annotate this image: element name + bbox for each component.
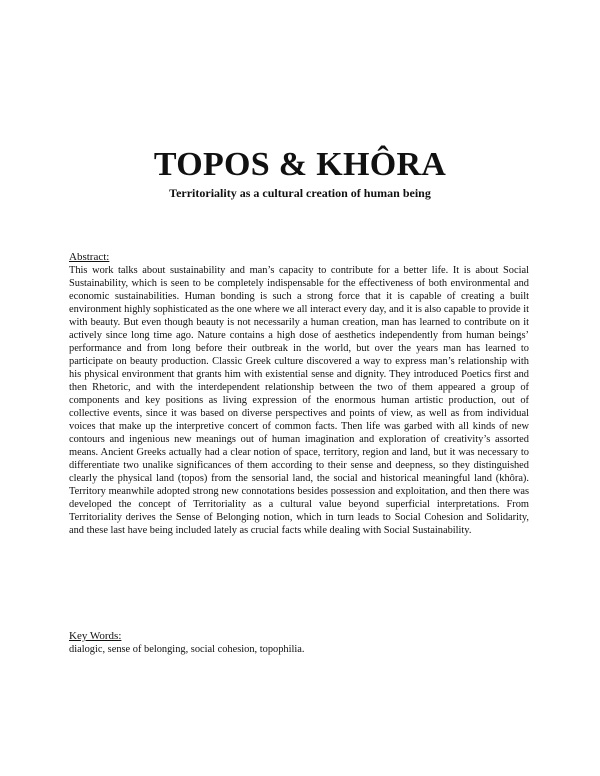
abstract-body: This work talks about sustainability and man’s capacity to contribute for a better life. It is about Social Sustainability, which is seen to be completely indispensable for the effectiveness of both environmental and economic sustainabilities. Human bonding is such a strong force that it is capable of creating a built environment highly sophisticated as the one where we all interact every day, and it is also capable to provide it with beauty. But even though beauty is not necessarily a human creation, man has learned to contribute on it actively since long time ago. Nature contains a high dose of aesthetics independently from human beings’ performance and from long before their outbreak in the world, but over the years man has learned to participate on beauty production. Classic Greek culture discovered a way to express man’s relationship with his physical environment that grants him with existential sense and dignity. They introduced Poetics first and then Rhetoric, and with the interdependent relationship between the two of them appeared a group of components and key positions as living expression of the enormous human artistic production, out of collective events, since it was based on diverse perspectives and points of view, as well as from individual voices that make up the interpretive concert of common facts. Then life was garbed with all kinds of new contours and ingenious new meanings out of human imagination and exploration of creativity’s assorted means. Ancient Greeks actually had a clear notion of space, territory, region and land, but it was necessary to differentiate two unalike significances of them according to their sense and deepness, so they distinguished clearly the physical land (topos) from the sensorial land, the social and historical meaningful land (khôra). Territory meanwhile adopted strong new connotations besides possession and exploitation, and then there was developed the concept of Territoriality as a cultural value beyond superficial interpretations. From Territoriality derives the Sense of Belonging notion, which in turn leads to Social Cohesion and Solidarity, and these last have being included lately as crucial facts while dealing with Social Sustainability. xyxy=(69,265,529,536)
document-title: TOPOS & KHÔRA xyxy=(153,146,447,183)
keywords-body: dialogic, sense of belonging, social cohesion, topophilia. xyxy=(69,644,305,655)
keywords-heading: Key Words: xyxy=(69,630,122,642)
document-subtitle: Territoriality as a cultural creation of human being xyxy=(169,186,431,200)
abstract-heading: Abstract: xyxy=(69,251,110,263)
